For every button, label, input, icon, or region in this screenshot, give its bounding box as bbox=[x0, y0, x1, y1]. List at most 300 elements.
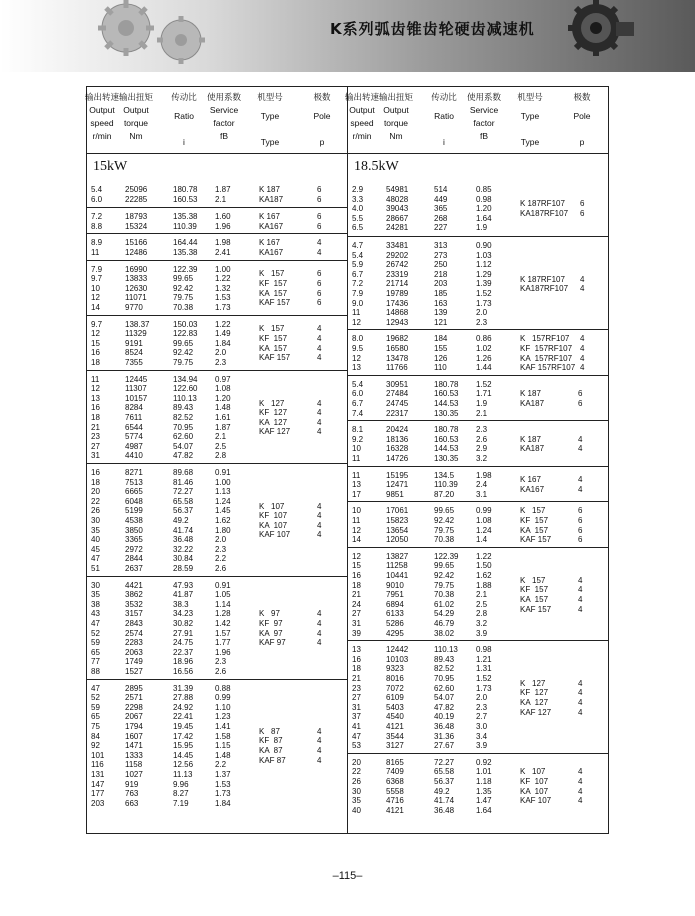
header-col-3 bbox=[459, 91, 509, 143]
cell-ratio: 70.38 bbox=[173, 302, 194, 312]
cell-ratio: 27.88 bbox=[173, 693, 194, 703]
cell-ratio: 15.95 bbox=[173, 741, 194, 751]
cell-speed: 16 bbox=[91, 468, 100, 477]
cell-factor: 1.22 bbox=[476, 551, 492, 561]
cell-torque: 7951 bbox=[386, 590, 404, 600]
cell-factor: 1.22 bbox=[215, 319, 231, 329]
cell-torque: 13827 bbox=[386, 551, 409, 561]
cell-factor: 2.2 bbox=[215, 554, 227, 564]
cell-factor: 1.87 bbox=[215, 185, 231, 194]
cell-ratio: 19.45 bbox=[173, 721, 194, 731]
cell-torque: 8271 bbox=[125, 468, 143, 477]
cell-factor: 3.1 bbox=[476, 489, 488, 499]
cell-torque: 48028 bbox=[386, 194, 409, 204]
cell-factor: 1.73 bbox=[215, 302, 231, 312]
cell-factor: 2.3 bbox=[215, 544, 227, 554]
cell-pole: 4 bbox=[317, 736, 322, 746]
header-unit: fB bbox=[479, 131, 489, 141]
cell-factor: 1.24 bbox=[215, 496, 231, 506]
cell-factor: 2.1 bbox=[215, 432, 227, 442]
cell-speed: 27 bbox=[352, 693, 361, 703]
cell-type: K 127 bbox=[520, 678, 546, 688]
cell-pole: 6 bbox=[317, 298, 322, 308]
cell-ratio: 185 bbox=[434, 289, 448, 298]
cell-torque: 1027 bbox=[125, 769, 143, 779]
header-unit: r/min bbox=[92, 131, 112, 141]
cell-pole: 6 bbox=[317, 269, 322, 279]
cell-torque: 1794 bbox=[125, 721, 143, 731]
cell-factor: 2.6 bbox=[215, 564, 227, 573]
cell-speed: 4.0 bbox=[352, 204, 364, 214]
cell-pole: 4 bbox=[580, 353, 585, 363]
cell-type: KAF 127 bbox=[520, 707, 552, 717]
cell-pole: 4 bbox=[317, 417, 322, 427]
cell-factor: 1.23 bbox=[215, 712, 231, 722]
cell-speed: 9.2 bbox=[352, 434, 364, 444]
cell-factor: 2.0 bbox=[476, 693, 488, 703]
cell-speed: 40 bbox=[91, 535, 100, 545]
cell-type: KA187 bbox=[520, 444, 545, 454]
cell-factor: 1.96 bbox=[215, 221, 231, 231]
cell-ratio: 313 bbox=[434, 241, 448, 250]
cell-torque: 9323 bbox=[386, 664, 404, 674]
cell-speed: 65 bbox=[91, 712, 100, 722]
cell-speed: 13 bbox=[91, 393, 100, 403]
cell-torque: 7409 bbox=[386, 767, 404, 777]
cell-speed: 27 bbox=[91, 441, 100, 451]
cell-torque: 18136 bbox=[386, 434, 409, 444]
cell-torque: 7355 bbox=[125, 357, 143, 367]
cell-ratio: 30.82 bbox=[173, 618, 194, 628]
header-unit: Type bbox=[260, 137, 280, 147]
cell-ratio: 31.36 bbox=[434, 731, 455, 741]
cell-ratio: 92.42 bbox=[434, 515, 455, 525]
cell-speed: 6.0 bbox=[91, 194, 103, 204]
cell-pole: 4 bbox=[578, 678, 583, 688]
cell-speed: 6.0 bbox=[352, 389, 364, 399]
cell-torque: 9191 bbox=[125, 338, 143, 348]
cell-pole: 6 bbox=[317, 221, 322, 231]
cell-ratio: 46.79 bbox=[434, 618, 455, 628]
cell-speed: 7.2 bbox=[352, 279, 364, 289]
cell-torque: 6665 bbox=[125, 487, 143, 497]
cell-ratio: 11.13 bbox=[173, 769, 193, 779]
cell-pole: 4 bbox=[317, 745, 322, 755]
cell-torque: 4121 bbox=[386, 721, 404, 731]
cell-speed: 7.9 bbox=[352, 289, 364, 298]
cell-ratio: 72.27 bbox=[173, 487, 194, 497]
cell-factor: 2.4 bbox=[476, 480, 488, 490]
cell-factor: 1.53 bbox=[215, 293, 231, 303]
cell-factor: 2.6 bbox=[215, 666, 227, 676]
cell-type: KA167 bbox=[520, 484, 545, 494]
group-6 bbox=[87, 463, 347, 577]
cell-ratio: 121 bbox=[434, 317, 448, 327]
cell-pole: 4 bbox=[317, 408, 322, 418]
cell-torque: 9010 bbox=[386, 580, 404, 590]
cell-torque: 6368 bbox=[386, 776, 404, 786]
cell-ratio: 122.83 bbox=[173, 329, 198, 339]
cell-type: KA 157 bbox=[259, 343, 288, 353]
cell-ratio: 89.43 bbox=[173, 403, 194, 413]
cell-ratio: 62.60 bbox=[434, 683, 455, 693]
cell-factor: 1.58 bbox=[215, 731, 231, 741]
cell-factor: 1.52 bbox=[476, 379, 492, 389]
cell-pole: 4 bbox=[578, 585, 583, 595]
cell-torque: 3862 bbox=[125, 590, 143, 600]
cell-torque: 30951 bbox=[386, 379, 409, 389]
cell-factor: 1.60 bbox=[215, 212, 231, 222]
header-en1: Pole bbox=[573, 111, 591, 121]
cell-type: KA167 bbox=[259, 247, 284, 257]
cell-torque: 8016 bbox=[386, 673, 404, 683]
group-2 bbox=[87, 233, 347, 260]
header-unit: Type bbox=[520, 137, 540, 147]
cell-factor: 1.9 bbox=[476, 398, 488, 408]
header-zh: 输出扭矩 bbox=[378, 92, 413, 102]
cell-pole: 4 bbox=[317, 333, 322, 343]
cell-factor: 3.0 bbox=[476, 721, 488, 731]
group-7 bbox=[348, 547, 608, 641]
cell-speed: 16 bbox=[352, 654, 361, 664]
cell-type: KA 157 bbox=[520, 525, 549, 535]
cell-torque: 16990 bbox=[125, 264, 148, 274]
cell-speed: 21 bbox=[352, 590, 361, 600]
header-en2: factor bbox=[213, 118, 235, 128]
cell-speed: 10 bbox=[91, 283, 100, 293]
cell-torque: 33481 bbox=[386, 241, 409, 250]
cell-torque: 1158 bbox=[125, 760, 143, 770]
cell-speed: 47 bbox=[91, 683, 100, 693]
cell-factor: 1.32 bbox=[215, 283, 231, 293]
cell-ratio: 81.46 bbox=[173, 477, 194, 487]
header-col-1 bbox=[371, 91, 421, 143]
cell-factor: 3.2 bbox=[476, 618, 488, 628]
header-zh: 使用系数 bbox=[206, 92, 241, 102]
header-zh: 极数 bbox=[313, 92, 331, 102]
cell-torque: 3157 bbox=[125, 609, 143, 619]
cell-ratio: 164.44 bbox=[173, 238, 198, 248]
cell-factor: 1.05 bbox=[215, 590, 231, 600]
cell-ratio: 144.53 bbox=[434, 398, 459, 408]
cell-speed: 18 bbox=[91, 412, 100, 422]
cell-speed: 39 bbox=[352, 628, 361, 638]
cell-type: KF 87 bbox=[259, 736, 283, 746]
cell-factor: 1.71 bbox=[476, 389, 492, 399]
cell-torque: 15166 bbox=[125, 238, 148, 248]
cell-speed: 11 bbox=[352, 308, 361, 318]
cell-speed: 21 bbox=[91, 422, 100, 432]
cell-factor: 0.91 bbox=[215, 580, 231, 590]
cell-torque: 2574 bbox=[125, 628, 143, 638]
cell-pole: 6 bbox=[317, 278, 322, 288]
cell-speed: 12 bbox=[91, 329, 100, 339]
cell-ratio: 99.65 bbox=[173, 274, 194, 284]
cell-factor: 1.39 bbox=[476, 279, 492, 289]
cell-ratio: 160.53 bbox=[173, 194, 198, 204]
cell-type: KA 87 bbox=[259, 745, 283, 755]
cell-factor: 1.20 bbox=[476, 204, 492, 214]
cell-type: KAF 127 bbox=[259, 427, 291, 437]
cell-torque: 17061 bbox=[386, 506, 409, 516]
cell-torque: 3532 bbox=[125, 599, 143, 609]
cell-torque: 2063 bbox=[125, 647, 143, 657]
cell-factor: 1.35 bbox=[476, 786, 492, 796]
cell-ratio: 47.82 bbox=[173, 451, 194, 461]
cell-torque: 12630 bbox=[125, 283, 148, 293]
cell-factor: 1.62 bbox=[215, 516, 231, 525]
header-en1: Output bbox=[123, 105, 149, 115]
cell-speed: 92 bbox=[91, 741, 100, 751]
cell-factor: 1.22 bbox=[215, 274, 231, 284]
cell-factor: 3.2 bbox=[476, 453, 488, 463]
cell-pole: 4 bbox=[317, 638, 322, 648]
power-label: 18.5kW bbox=[354, 159, 399, 174]
cell-ratio: 160.53 bbox=[434, 434, 459, 444]
cell-ratio: 99.65 bbox=[434, 561, 455, 571]
cell-torque: 10103 bbox=[386, 654, 409, 664]
cell-torque: 2844 bbox=[125, 554, 143, 564]
cell-factor: 2.5 bbox=[476, 599, 488, 609]
cell-torque: 11258 bbox=[386, 561, 408, 571]
cell-torque: 9770 bbox=[125, 302, 143, 312]
cell-factor: 1.13 bbox=[215, 487, 231, 497]
cell-type: KA167 bbox=[259, 221, 284, 231]
cell-torque: 5558 bbox=[386, 786, 404, 796]
cell-ratio: 22.37 bbox=[173, 647, 194, 657]
cell-factor: 1.20 bbox=[215, 393, 231, 403]
cell-type: KA 127 bbox=[520, 697, 549, 707]
cell-torque: 13478 bbox=[386, 353, 409, 363]
cell-ratio: 110.39 bbox=[434, 480, 458, 490]
cell-speed: 77 bbox=[91, 657, 100, 667]
cell-speed: 47 bbox=[352, 731, 361, 741]
cell-ratio: 449 bbox=[434, 194, 448, 204]
cell-type: KAF 157 bbox=[520, 604, 552, 614]
cell-torque: 10157 bbox=[125, 393, 148, 403]
cell-factor: 0.98 bbox=[476, 645, 492, 655]
cell-pole: 6 bbox=[317, 185, 322, 194]
cell-torque: 2637 bbox=[125, 564, 143, 573]
cell-ratio: 72.27 bbox=[434, 757, 455, 767]
cell-speed: 15 bbox=[352, 561, 361, 571]
cell-factor: 1.24 bbox=[476, 525, 492, 535]
cell-type: K 187 bbox=[259, 185, 280, 194]
cell-torque: 763 bbox=[125, 789, 139, 799]
cell-ratio: 62.60 bbox=[173, 432, 194, 442]
cell-speed: 59 bbox=[91, 638, 100, 648]
cell-factor: 1.45 bbox=[215, 506, 231, 516]
cell-factor: 1.57 bbox=[215, 628, 231, 638]
header-zh: 输出扭矩 bbox=[118, 92, 153, 102]
cell-pole: 4 bbox=[317, 628, 322, 638]
cell-type: K 157 bbox=[520, 575, 546, 585]
cell-torque: 11071 bbox=[125, 293, 147, 303]
cell-speed: 177 bbox=[91, 789, 105, 799]
gear-cluster-icon bbox=[86, 0, 236, 72]
cell-factor: 2.3 bbox=[476, 425, 488, 435]
cell-factor: 1.4 bbox=[476, 535, 488, 545]
cell-speed: 38 bbox=[91, 599, 100, 609]
cell-factor: 2.0 bbox=[476, 308, 488, 318]
cell-speed: 9.7 bbox=[91, 319, 103, 329]
cell-ratio: 31.39 bbox=[173, 683, 194, 693]
group-1 bbox=[348, 236, 608, 330]
cell-ratio: 79.75 bbox=[173, 357, 194, 367]
cell-type: K 107 bbox=[259, 501, 285, 511]
cell-type: KAF 157 bbox=[520, 535, 552, 545]
cell-pole: 4 bbox=[317, 618, 322, 628]
gear-icon bbox=[566, 0, 636, 60]
header-en1: Output bbox=[89, 105, 115, 115]
cell-torque: 19682 bbox=[386, 334, 409, 344]
cell-pole: 4 bbox=[578, 604, 583, 614]
group-3 bbox=[348, 375, 608, 421]
header-zh: 传动比 bbox=[171, 92, 197, 102]
cell-torque: 4421 bbox=[125, 580, 143, 590]
cell-ratio: 122.60 bbox=[173, 384, 198, 394]
cell-factor: 2.1 bbox=[215, 194, 227, 204]
header-unit: fB bbox=[219, 131, 229, 141]
cell-ratio: 134.5 bbox=[434, 470, 455, 480]
cell-ratio: 54.07 bbox=[434, 693, 455, 703]
cell-ratio: 130.35 bbox=[434, 408, 459, 418]
cell-ratio: 110 bbox=[434, 363, 447, 373]
cell-type: KA 157 bbox=[520, 594, 549, 604]
cell-torque: 7611 bbox=[125, 412, 143, 422]
power-label: 15kW bbox=[93, 159, 128, 174]
cell-ratio: 49.2 bbox=[173, 516, 189, 525]
cell-speed: 22 bbox=[352, 767, 361, 777]
cell-ratio: 54.29 bbox=[434, 609, 455, 619]
cell-type: KF 127 bbox=[259, 408, 288, 418]
group-6 bbox=[348, 501, 608, 547]
cell-torque: 20424 bbox=[386, 425, 409, 435]
cell-torque: 663 bbox=[125, 798, 139, 808]
header-en2: speed bbox=[350, 118, 374, 128]
cell-speed: 131 bbox=[91, 769, 105, 779]
cell-torque: 6048 bbox=[125, 496, 143, 506]
cell-ratio: 8.27 bbox=[173, 789, 189, 799]
cell-factor: 1.98 bbox=[476, 470, 492, 480]
cell-factor: 1.96 bbox=[215, 647, 231, 657]
cell-pole: 4 bbox=[578, 707, 583, 717]
cell-torque: 5774 bbox=[125, 432, 143, 442]
cell-factor: 0.98 bbox=[476, 194, 492, 204]
cell-torque: 26742 bbox=[386, 260, 409, 270]
cell-speed: 30 bbox=[352, 786, 361, 796]
cell-factor: 1.41 bbox=[215, 721, 231, 731]
cell-ratio: 99.65 bbox=[434, 506, 455, 516]
cell-factor: 2.1 bbox=[476, 408, 488, 418]
cell-factor: 0.90 bbox=[476, 241, 492, 250]
cell-speed: 20 bbox=[91, 487, 100, 497]
cell-factor: 1.49 bbox=[215, 329, 231, 339]
cell-speed: 84 bbox=[91, 731, 100, 741]
cell-type: K 167 bbox=[259, 212, 280, 222]
cell-type: KF 157 bbox=[520, 585, 549, 595]
cell-pole: 4 bbox=[580, 274, 585, 284]
cell-type: KA 107 bbox=[520, 786, 549, 796]
cell-ratio: 155 bbox=[434, 343, 448, 353]
cell-factor: 1.08 bbox=[215, 384, 231, 394]
header-col-4 bbox=[505, 91, 555, 149]
cell-speed: 12 bbox=[352, 353, 361, 363]
cell-factor: 1.73 bbox=[476, 298, 492, 308]
cell-speed: 11 bbox=[352, 515, 361, 525]
cell-pole: 6 bbox=[578, 398, 583, 408]
cell-speed: 16 bbox=[352, 570, 361, 580]
cell-factor: 0.97 bbox=[215, 374, 231, 384]
cell-ratio: 203 bbox=[434, 279, 448, 289]
cell-torque: 13654 bbox=[386, 525, 409, 535]
cell-torque: 1749 bbox=[125, 657, 143, 667]
cell-speed: 22 bbox=[91, 496, 100, 506]
cell-ratio: 144.53 bbox=[434, 444, 459, 454]
cell-type: KF 107 bbox=[520, 776, 549, 786]
cell-pole: 4 bbox=[578, 444, 583, 454]
header-zh: 输出转速 bbox=[84, 92, 119, 102]
cell-speed: 75 bbox=[91, 721, 100, 731]
cell-factor: 0.91 bbox=[215, 468, 231, 477]
cell-factor: 2.6 bbox=[476, 434, 488, 444]
cell-ratio: 61.02 bbox=[434, 599, 455, 609]
cell-factor: 1.01 bbox=[476, 767, 492, 777]
group-9 bbox=[348, 753, 608, 819]
cell-torque: 8284 bbox=[125, 403, 143, 413]
cell-type: K 167 bbox=[520, 475, 541, 485]
cell-torque: 11766 bbox=[386, 363, 408, 373]
cell-speed: 21 bbox=[352, 673, 361, 683]
cell-pole: 4 bbox=[317, 247, 322, 257]
cell-ratio: 250 bbox=[434, 260, 448, 270]
cell-torque: 24281 bbox=[386, 223, 409, 233]
cell-ratio: 163 bbox=[434, 298, 448, 308]
cell-ratio: 70.95 bbox=[173, 422, 194, 432]
header-en1: Type bbox=[260, 111, 280, 121]
cell-torque: 12050 bbox=[386, 535, 409, 545]
cell-pole: 4 bbox=[580, 363, 585, 373]
cell-torque: 22285 bbox=[125, 194, 148, 204]
cell-factor: 1.62 bbox=[476, 570, 492, 580]
cell-speed: 13 bbox=[352, 480, 361, 490]
cell-pole: 4 bbox=[317, 755, 322, 765]
cell-ratio: 92.42 bbox=[173, 283, 194, 293]
cell-torque: 17436 bbox=[386, 298, 409, 308]
header-en1: Output bbox=[383, 105, 409, 115]
group-3 bbox=[87, 260, 347, 316]
cell-factor: 1.21 bbox=[476, 654, 492, 664]
cell-factor: 1.00 bbox=[215, 264, 231, 274]
cell-type: KF 157 bbox=[259, 333, 288, 343]
cell-type: KAF 157 bbox=[259, 298, 291, 308]
cell-factor: 1.98 bbox=[215, 238, 231, 248]
cell-pole: 4 bbox=[317, 609, 322, 619]
cell-factor: 0.99 bbox=[476, 506, 492, 516]
cell-ratio: 227 bbox=[434, 223, 448, 233]
cell-pole: 4 bbox=[580, 334, 585, 344]
cell-torque: 23319 bbox=[386, 269, 409, 279]
cell-torque: 24745 bbox=[386, 398, 409, 408]
cell-torque: 12445 bbox=[125, 374, 148, 384]
cell-speed: 3.3 bbox=[352, 194, 364, 204]
cell-speed: 65 bbox=[91, 647, 100, 657]
cell-type: KA 107 bbox=[259, 520, 288, 530]
cell-torque: 11307 bbox=[125, 384, 147, 394]
cell-ratio: 135.38 bbox=[173, 247, 198, 257]
cell-speed: 203 bbox=[91, 798, 105, 808]
cell-torque: 16580 bbox=[386, 343, 409, 353]
